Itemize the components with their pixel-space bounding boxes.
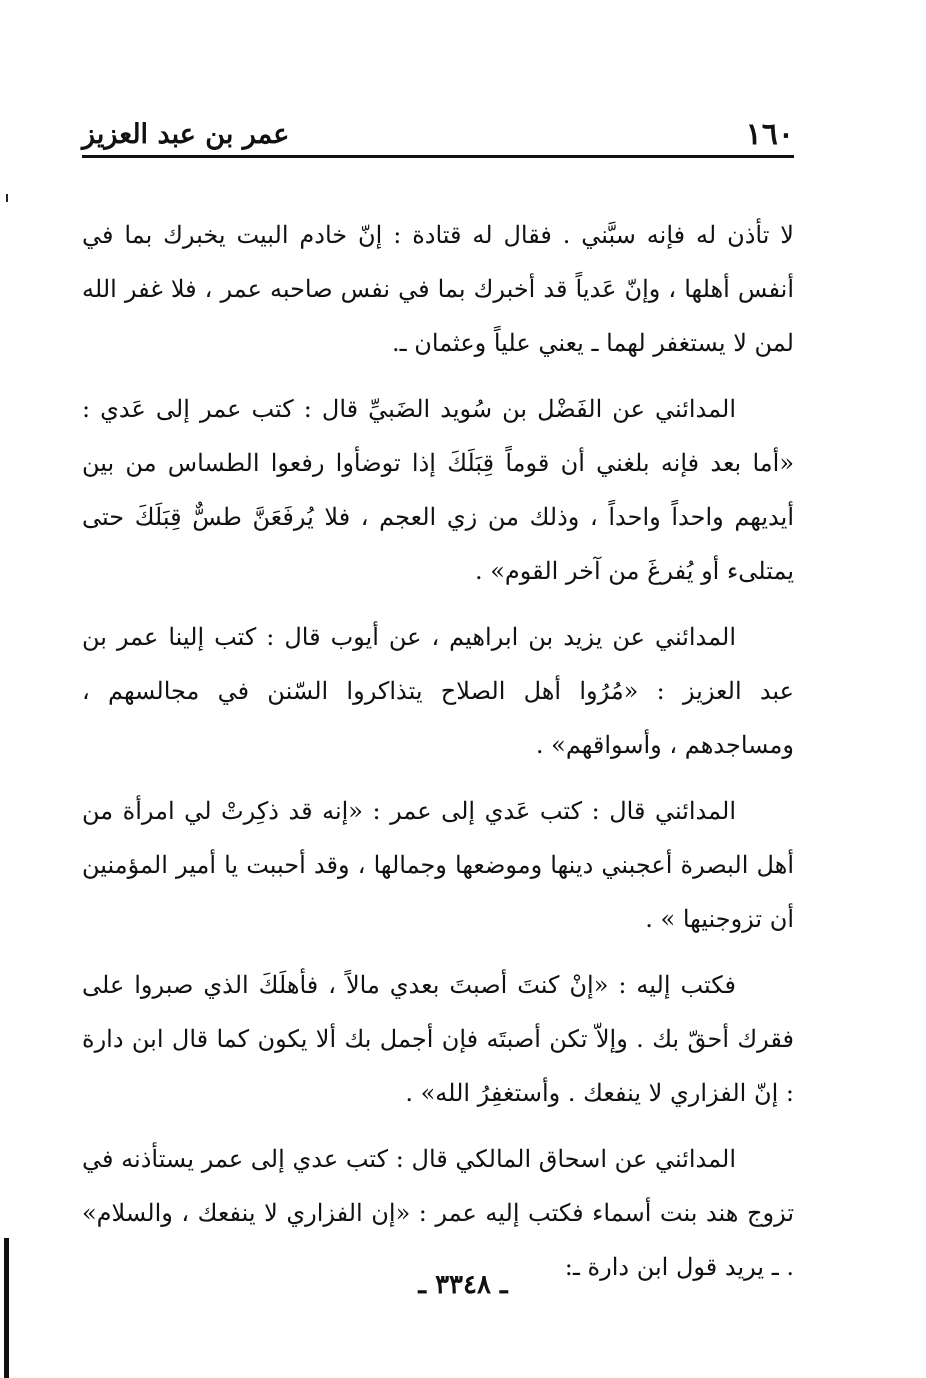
scan-edge-line (4, 1238, 9, 1378)
running-header (82, 112, 794, 158)
page-number: ١٦٠ (745, 117, 794, 152)
main-text (82, 208, 794, 1306)
folio-number: ـ ٣٣٤٨ ـ (418, 1270, 508, 1300)
book-title: عمر بن عبد العزيز (82, 119, 290, 150)
margin-mark (6, 194, 8, 202)
header-rule (82, 155, 794, 158)
paragraph-4: المدائني قال : كتب عَدي إلى عمر : «إنه قد ذكِرتْ لي امرأة من أهل البصرة أعجبني دينها وموضعها وجمالها ، وقد أحببت يا أمير المؤمنين أن تزوجنيها » . (82, 797, 794, 933)
paragraph-1: لا تأذن له فإنه سبَّني . فقال له قتادة : إنّ خادم البيت يخبرك بما في أنفس أهلها ، وإنّ عَدياً قد أخبرك بما في نفس صاحبه عمر ، فلا غفر الله لمن لا يستغفر لهما ـ يعني علياً وعثمان ـ. (82, 221, 794, 357)
paragraph-6: المدائني عن اسحاق المالكي قال : كتب عدي إلى عمر يستأذنه في تزوج هند بنت أسماء فكتب إليه عمر : «إن الفزاري لا ينفعك ، والسلام» . ـ يريد قول ابن دارة ـ: (82, 1145, 794, 1281)
paragraph-3: المدائني عن يزيد بن ابراهيم ، عن أيوب قال : كتب إلينا عمر بن عبد العزيز : «مُرُوا أهل الصلاح يتذاكروا السّنن في مجالسهم ، ومساجدهم ، وأسواقهم» . (82, 623, 794, 759)
paragraph-2: المدائني عن الفَضْل بن سُويد الضَبيِّ قال : كتب عمر إلى عَدي : «أما بعد فإنه بلغني أن قوماً قِبَلَكَ إذا توضأوا رفعوا الطساس من بين أيديهم واحداً واحداً ، وذلك من زي العجم ، فلا يُرفَعَنَّ طسٌّ قِبَلَكَ حتى يمتلىء أو يُفرغَ من آخر القوم» . (82, 395, 794, 585)
paragraph-5: فكتب إليه : «إنْ كنتَ أصبتَ بعدي مالاً ، فأهلَكَ الذي صبروا على فقرك أحقّ بك . وإلاّ تكن أصبتَه فإن أجمل بك ألا يكون كما قال ابن دارة : إنّ الفزاري لا ينفعك . وأستغفِرُ الله» . (82, 971, 795, 1107)
